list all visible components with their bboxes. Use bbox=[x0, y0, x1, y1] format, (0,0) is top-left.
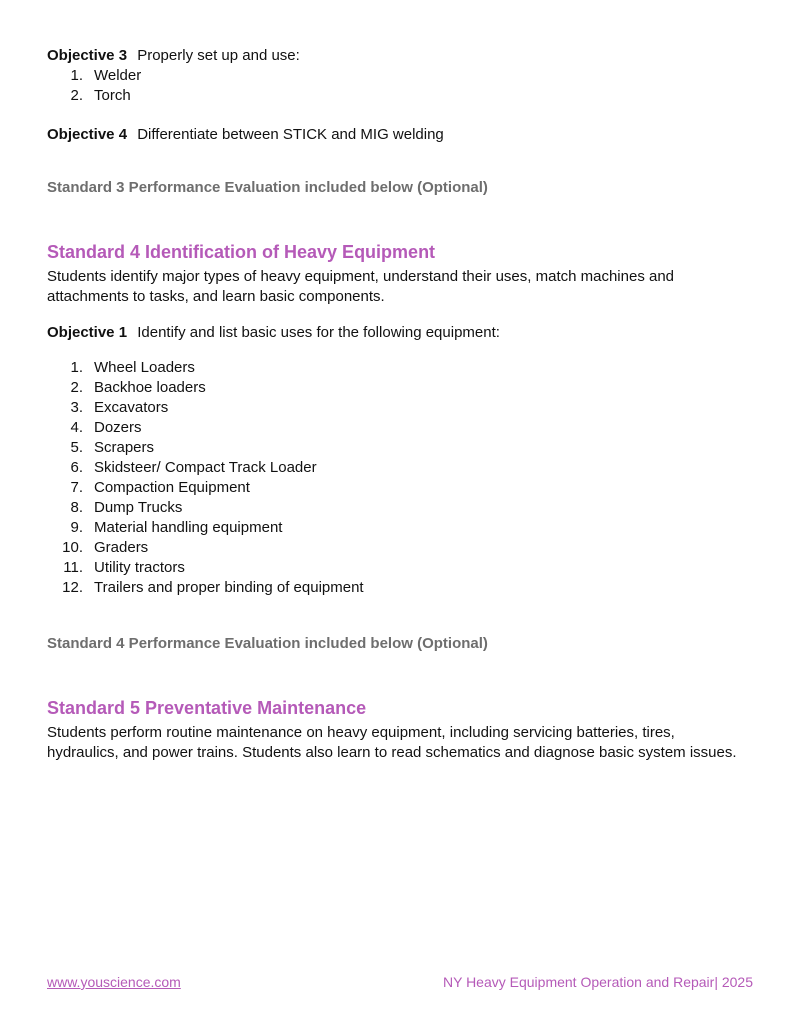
list-item: 2. Backhoe loaders bbox=[70, 379, 206, 396]
objective-4 bbox=[47, 125, 747, 145]
list-item: 7. Compaction Equipment bbox=[70, 479, 250, 496]
objective-3-label: Objective 3 bbox=[47, 47, 128, 64]
list-item: 3. Excavators bbox=[70, 399, 169, 416]
standard-4-heading: Standard 4 Identification of Heavy Equipment bbox=[47, 242, 436, 262]
list-item: 2. Torch bbox=[70, 87, 131, 104]
footer-website-link[interactable]: www.youscience.com bbox=[47, 974, 181, 990]
page-footer bbox=[47, 972, 753, 992]
objective-1-label: Objective 1 bbox=[47, 324, 128, 341]
standard-3-evaluation: Standard 3 Performance Evaluation included below (Optional) bbox=[47, 179, 488, 196]
list-item: 6. Skidsteer/ Compact Track Loader bbox=[70, 459, 317, 476]
objective-4-text: Differentiate between STICK and MIG welding bbox=[137, 126, 444, 143]
list-item: 1. Welder bbox=[70, 67, 142, 84]
list-item: 10. Graders bbox=[62, 539, 149, 556]
list-item: 4. Dozers bbox=[70, 419, 142, 436]
list-item: 9. Material handling equipment bbox=[70, 519, 283, 536]
standard-4-description: Students identify major types of heavy equipment, understand their uses, match machines and attachments to tasks, and learn basic components. bbox=[47, 268, 675, 305]
footer-document-title: NY Heavy Equipment Operation and Repair| 2025 bbox=[442, 974, 753, 990]
standard-4-evaluation: Standard 4 Performance Evaluation included below (Optional) bbox=[47, 635, 488, 652]
standard-4-objective-1 bbox=[47, 323, 747, 343]
objective-4-label: Objective 4 bbox=[47, 126, 128, 143]
standard-5-heading: Standard 5 Preventative Maintenance bbox=[47, 698, 367, 718]
objective-3 bbox=[47, 46, 747, 66]
objective-1-text: Identify and list basic uses for the following equipment: bbox=[137, 324, 500, 341]
objective-3-list bbox=[47, 66, 747, 106]
list-item: 5. Scrapers bbox=[70, 439, 155, 456]
list-item: 1. Wheel Loaders bbox=[70, 359, 195, 376]
standard-5-description: Students perform routine maintenance on heavy equipment, including servicing batteries, tires, hydraulics, and power trains. Students also learn to read schematics and diagnose basic system issues. bbox=[47, 724, 737, 761]
equipment-list bbox=[47, 358, 747, 598]
list-item: 8. Dump Trucks bbox=[70, 499, 183, 516]
document-page bbox=[47, 46, 747, 763]
list-item: 12. Trailers and proper binding of equipment bbox=[62, 579, 364, 596]
objective-3-text: Properly set up and use: bbox=[137, 47, 300, 64]
list-item: 11. Utility tractors bbox=[63, 559, 185, 576]
